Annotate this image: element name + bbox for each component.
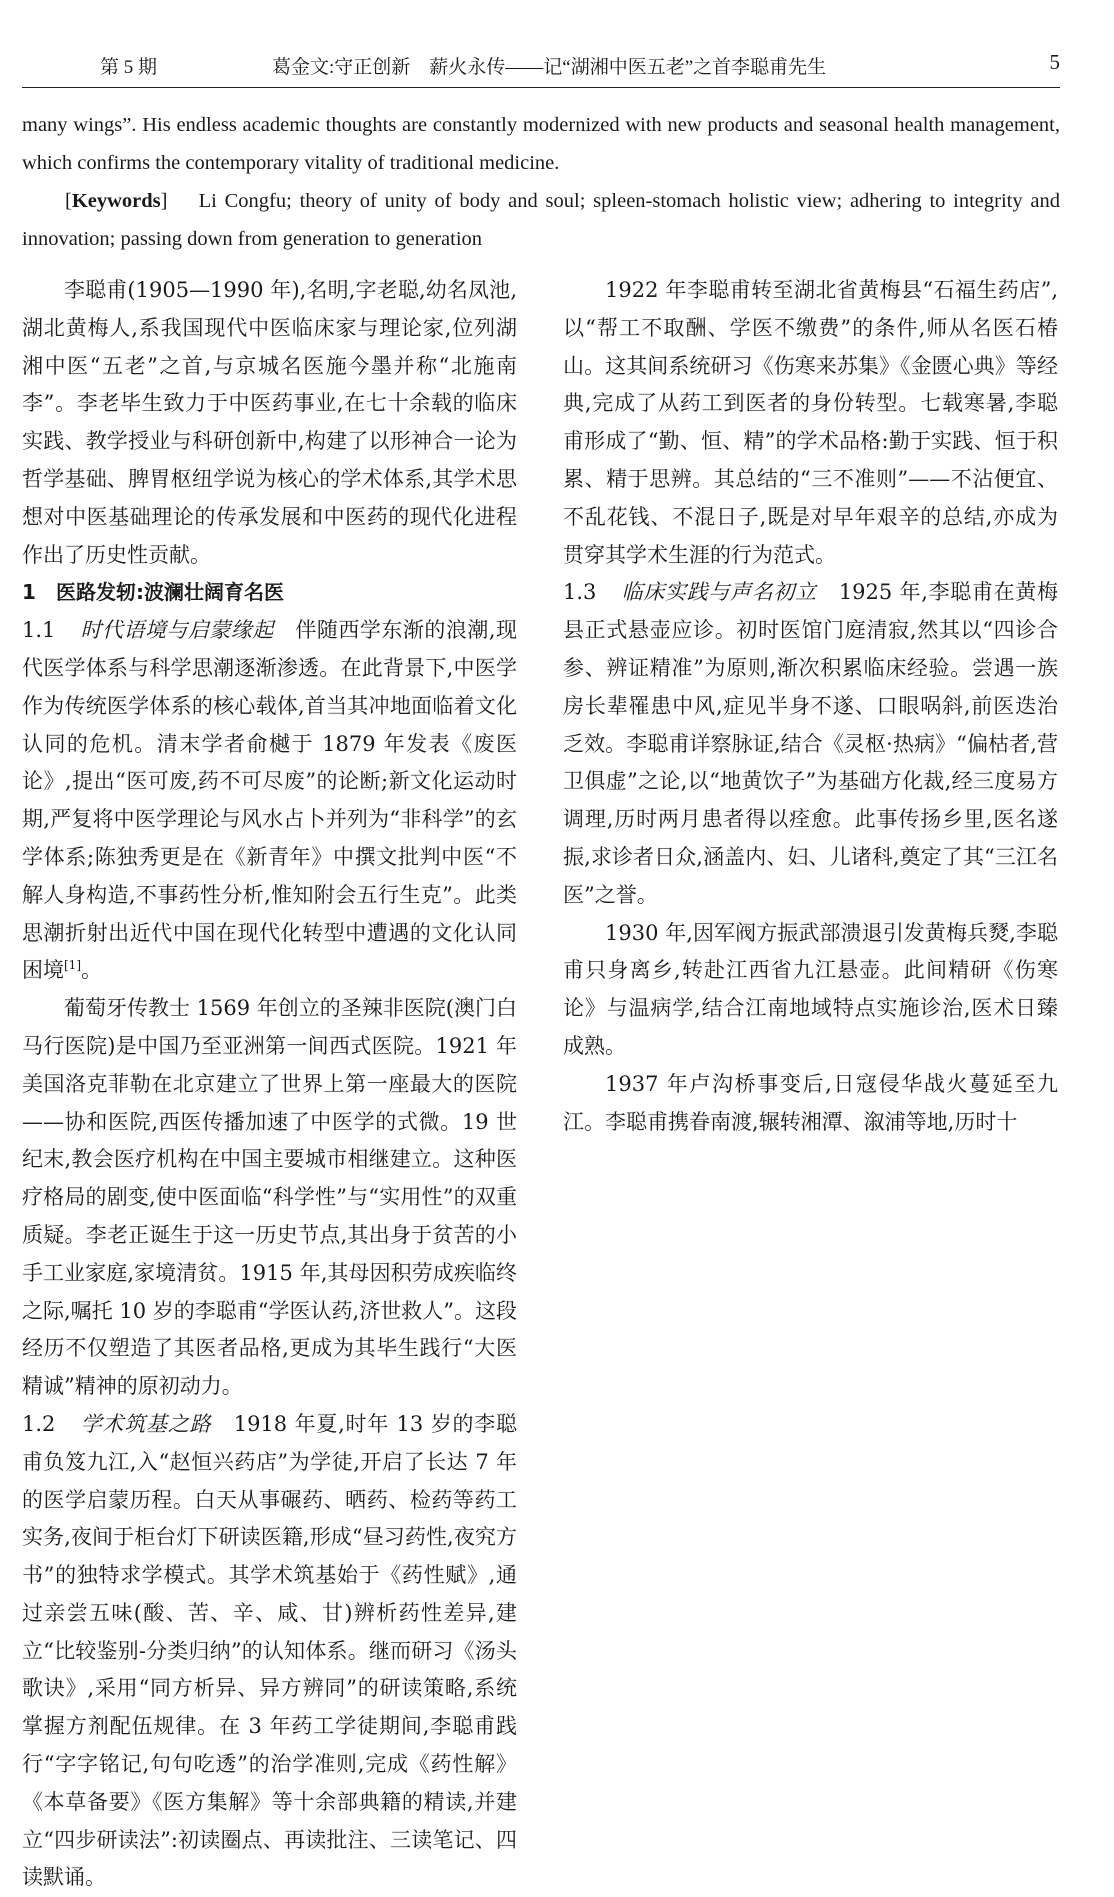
running-title: 葛金文:守正创新 薪火永传——记“湖湘中医五老”之首李聪甫先生 bbox=[272, 57, 827, 78]
section-1-1-title: 时代语境与启蒙缘起 bbox=[80, 618, 274, 643]
paragraph-1930: 1930 年,因军阀方振武部溃退引发黄梅兵燹,李聪甫只身离乡,转赴江西省九江悬壶。此间精研《伤寒论》与温病学,结合江南地域特点实施诊治,医术日臻成熟。 bbox=[563, 920, 1058, 1058]
section-1-1-text: 伴随西学东渐的浪潮,现代医学体系与科学思潮逐渐渗透。在此背景下,中医学作为传统医学体系的核心载体,首当其冲地面临着文化认同的危机。清末学者俞樾于 1879 年发表《废医论》,提出“医可废,药不可尽废”的论断;新文化运动时期,严复将中医学理论与风水占卜并列为“非科学”的玄学体系;陈独秀更是在《新青年》中撰文批判中医“不解人身构造,不事药性分析,惟知附会五行生克”。此类思潮折射出近代中国在现代化转型中遭遇的文化认同困境 bbox=[22, 618, 517, 983]
macau-paragraph: 葡萄牙传教士 1569 年创立的圣辣非医院(澳门白马行医院)是中国乃至亚洲第一间西式医院。1921 年美国洛克菲勒在北京建立了世界上第一座最大的医院——协和医院,西医传播加速了中医学的式微。19 世纪末,教会医疗机构在中国主要城市相继建立。这种医疗格局的剧变,使中医面临“科学性”与“实用性”的双重质疑。李老正诞生于这一历史节点,其出身于贫苦的小手工业家庭,家境清贫。1915 年,其母因积劳成疾临终之际,嘱托 10 岁的李聪甫“学医认药,济世救人”。这段经历不仅塑造了其医者品格,更成为其毕生践行“大医精诚”精神的原初动力。 bbox=[22, 996, 517, 1399]
section-1-3-number: 1.3 bbox=[563, 580, 597, 605]
section-1-heading bbox=[22, 574, 517, 612]
paragraph-1937: 1937 年卢沟桥事变后,日寇侵华战火蔓延至九江。李聪甫携眷南渡,辗转湘潭、溆浦等地,历时十 bbox=[563, 1071, 1058, 1134]
running-header bbox=[22, 50, 1060, 84]
section-1-1-number: 1.1 bbox=[22, 618, 56, 643]
keywords-text: Li Congfu; theory of unity of body and soul; spleen-stomach holistic view; adhering to integrity and innovation; passing down from generation to generation bbox=[22, 190, 1061, 250]
header-rule bbox=[22, 87, 1060, 88]
section-1-1-end: 。 bbox=[81, 958, 102, 983]
section-1-3-title: 临床实践与声名初立 bbox=[621, 580, 817, 605]
section-1-2-number: 1.2 bbox=[22, 1411, 56, 1436]
paragraph-1922: 1922 年李聪甫转至湖北省黄梅县“石福生药店”,以“帮工不取酬、学医不缴费”的条件,师从名医石椿山。这其间系统研习《伤寒来苏集》《金匮心典》等经典,完成了从药工到医者的身份转型。七载寒暑,李聪甫形成了“勤、恒、精”的学术品格:勤于实践、恒于积累、精于思辨。其总结的“三不准则”——不沾便宜、不乱花钱、不混日子,既是对早年艰辛的总结,亦成为贯穿其学术生涯的行为范式。 bbox=[563, 278, 1058, 567]
right-column bbox=[563, 272, 1058, 1141]
english-abstract bbox=[22, 106, 1060, 258]
intro-paragraph: 李聪甫(1905—1990 年),名明,字老聪,幼名凤池,湖北黄梅人,系我国现代中医临床家与理论家,位列湖湘中医“五老”之首,与京城名医施今墨并称“北施南李”。李老毕生致力于中医药事业,在七十余载的临床实践、教学授业与科研创新中,构建了以形神合一论为哲学基础、脾胃枢纽学说为核心的学术体系,其学术思想对中医基础理论的传承发展和中医药的现代化进程作出了历史性贡献。 bbox=[22, 278, 517, 567]
left-column bbox=[22, 272, 517, 1897]
section-1-2-paragraph bbox=[22, 1406, 517, 1897]
keywords-label: Keywords bbox=[71, 190, 161, 212]
issue-number: 第 5 期 bbox=[100, 57, 158, 78]
section-1-2-title: 学术筑基之路 bbox=[80, 1411, 212, 1436]
keywords-paragraph: [Keywords] Li Congfu; theory of unity of body and soul; spleen-stomach holistic view; adhering to integrity and innovation; passing down from generation to generation bbox=[22, 190, 1061, 250]
section-1-title: 医路发轫:波澜壮阔育名医 bbox=[56, 580, 284, 605]
section-1-number: 1 bbox=[22, 580, 36, 605]
reference-1[interactable]: [1] bbox=[64, 958, 81, 973]
page-number: 5 bbox=[1049, 50, 1060, 74]
section-1-3-paragraph bbox=[563, 574, 1058, 914]
section-1-3-text: 1925 年,李聪甫在黄梅县正式悬壶应诊。初时医馆门庭清寂,然其以“四诊合参、辨证精准”为原则,渐次积累临床经验。尝遇一族房长辈罹患中风,症见半身不遂、口眼㖞斜,前医迭治乏效。李聪甫详察脉证,结合《灵枢·热病》“偏枯者,营卫俱虚”之论,以“地黄饮子”为基础方化裁,经三度易方调理,历时两月患者得以痊愈。此事传扬乡里,医名遂振,求诊者日众,涵盖内、妇、儿诸科,奠定了其“三江名医”之誉。 bbox=[563, 580, 1059, 907]
section-1-1-paragraph bbox=[22, 612, 517, 990]
abstract-tail: many wings”. His endless academic thoughts are constantly modernized with new products and seasonal health management, which confirms the contemporary vitality of traditional medicine. bbox=[22, 114, 1060, 174]
section-1-2-text: 1918 年夏,时年 13 岁的李聪甫负笈九江,入“赵恒兴药店”为学徒,开启了长达 7 年的医学启蒙历程。白天从事碾药、晒药、检药等药工实务,夜间于柜台灯下研读医籍,形成“昼习药性,夜究方书”的独特求学模式。其学术筑基始于《药性赋》,通过亲尝五味(酸、苦、辛、咸、甘)辨析药性差异,建立“比较鉴别-分类归纳”的认知体系。继而研习《汤头歌诀》,采用“同方析异、异方辨同”的研读策略,系统掌握方剂配伍规律。在 3 年药工学徒期间,李聪甫践行“字字铭记,句句吃透”的治学准则,完成《药性解》《本草备要》《医方集解》等十余部典籍的精读,并建立“四步研读法”:初读圈点、再读批注、三读笔记、四读默诵。 bbox=[22, 1411, 517, 1890]
